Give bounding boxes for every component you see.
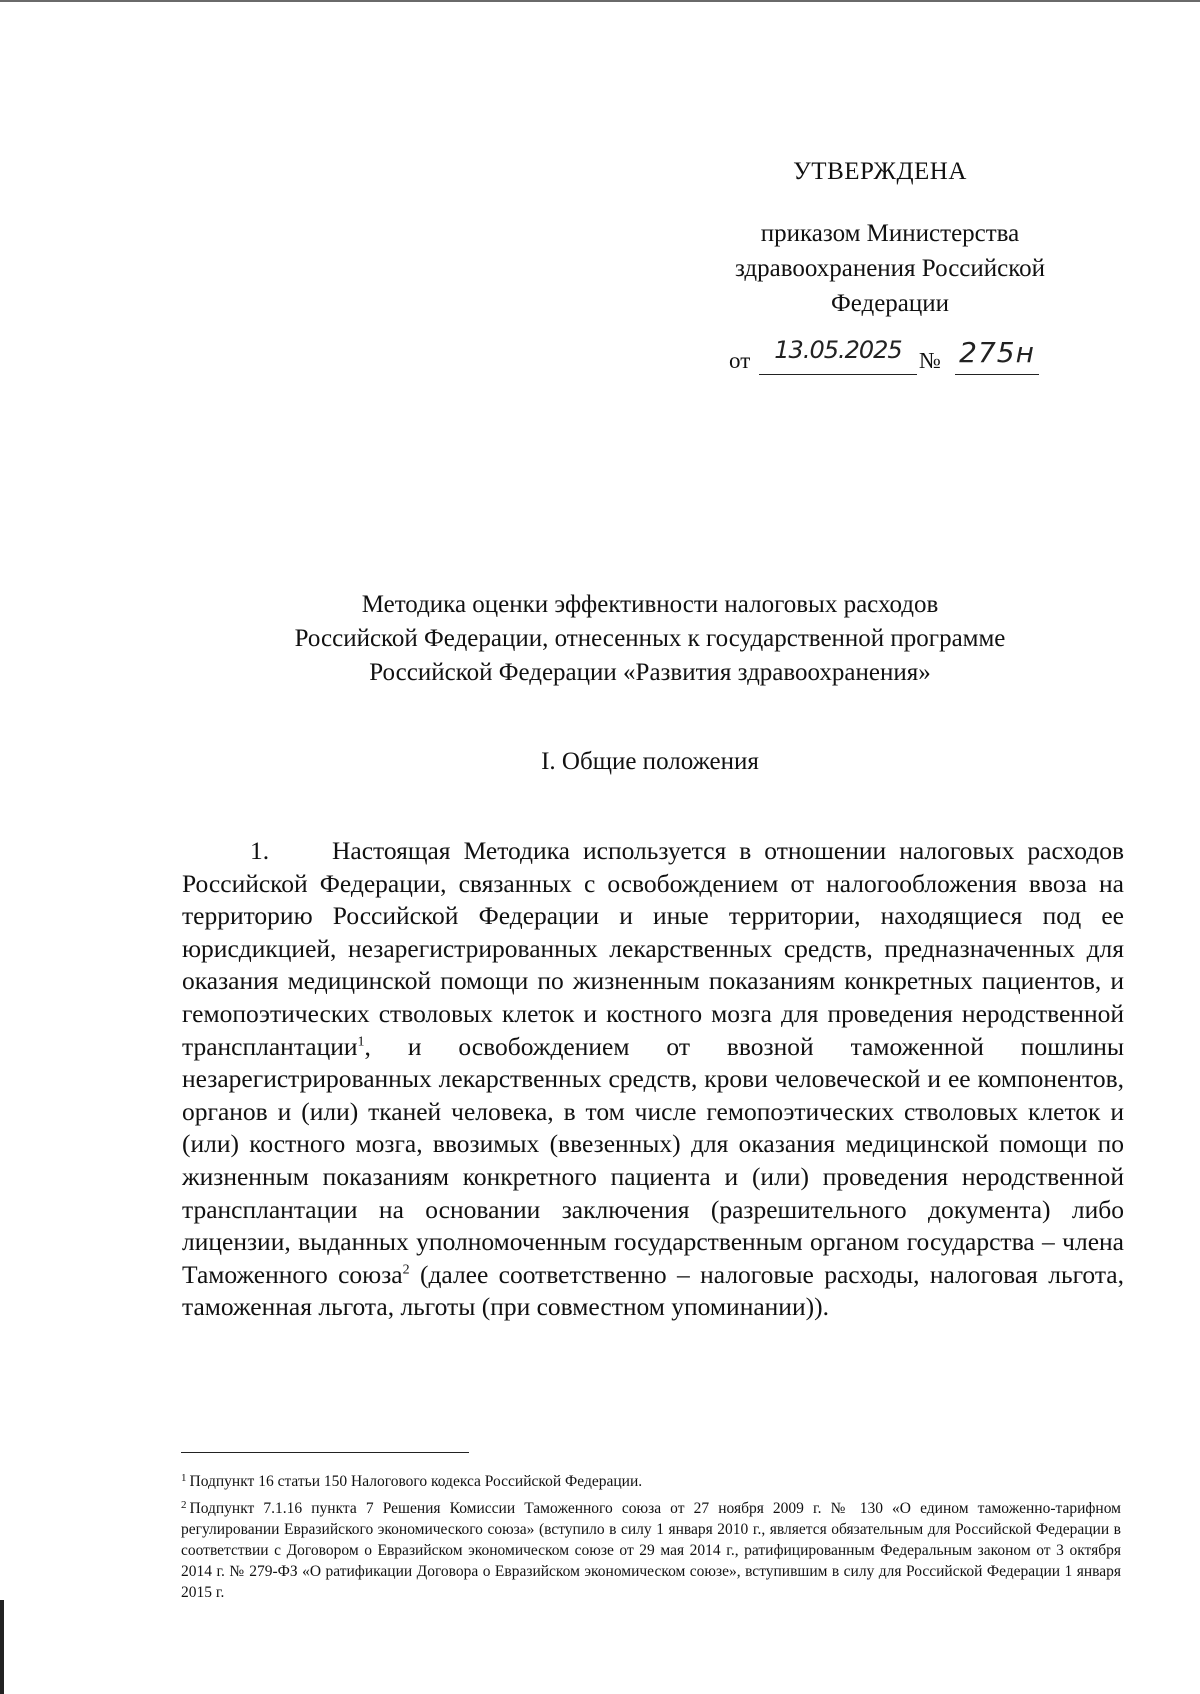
scan-edge-top [0, 0, 1200, 2]
footnotes [181, 1468, 1121, 1603]
paragraph-text-b: , и освобождением от ввозной таможенной пошлины незарегистрированных лекарственных средств, крови человеческой и ее компонентов, органов и (или) тканей человека, в том числе гемопоэтических стволовых клеток и (или) костного мозга, ввозимых (ввезенных) для оказания медицинской помощи по жизненным показаниям конкретного пациента и (или) проведения неродственной трансплантации на основании заключения (разрешительного документа) либо лицензии, выданных уполномоченным государственным органом государства – члена Таможенного союза [182, 1031, 1124, 1289]
footnote-ref-2: 2 [402, 1262, 410, 1278]
footnote-ref-1: 1 [357, 1034, 365, 1050]
approval-title: УТВЕРЖДЕНА [793, 158, 967, 185]
document-title-line-3: Российской Федерации «Развития здравоохранения» [369, 659, 931, 686]
paragraph-1 [182, 835, 1124, 1324]
footnote-separator [181, 1452, 469, 1453]
order-number-label: № [919, 348, 941, 373]
paragraph-text-a: Настоящая Методика используется в отношении налоговых расходов Российской Федерации, связанных с освобождением от налогообложения ввоза на территорию Российской Федерации и иные территории, находящиеся под ее юрисдикцией, незарегистрированных лекарственных средств, предназначенных для оказания медицинской помощи по жизненным показаниям конкретных пациентов, и гемопоэтических стволовых клеток и костного мозга для проведения неродственной трансплантации [182, 836, 1124, 1061]
footnote-2-text: Подпункт 7.1.16 пункта 7 Решения Комиссии Таможенного союза от 27 ноября 2009 г. № 130 «О едином таможенно-тарифном регулировании Евразийского экономического союза» (вступило в силу 1 января 2010 г., является обязательным для Российской Федерации в соответствии с Договором о Евразийском экономическом союзе от 29 мая 2014 г., ратифицированным Федеральным законом от 3 октября 2014 г. № 279-ФЗ «О ратификации Договора о Евразийском экономическом союзе», вступившим в силу для Российской Федерации 1 января 2015 г. [181, 1500, 1121, 1601]
approval-body [680, 216, 1100, 321]
order-number-handwritten: 275н [955, 336, 1039, 375]
footnote-1 [181, 1468, 1121, 1492]
document-title-line-1: Методика оценки эффективности налоговых расходов [361, 591, 939, 618]
approval-line-1: приказом Министерства [760, 220, 1020, 247]
footnote-1-text: Подпункт 16 статьи 150 Налогового кодекса Российской Федерации. [189, 1473, 643, 1490]
order-line [729, 336, 1039, 376]
footnote-1-mark: 1 [181, 1472, 187, 1484]
section-heading: I. Общие положения [541, 748, 759, 775]
document-title-line-2: Российской Федерации, отнесенных к государственной программе [294, 625, 1006, 652]
document-title [180, 588, 1120, 690]
order-date-handwritten: 13.05.2025 [759, 336, 917, 375]
approval-line-2: здравоохранения Российской [734, 255, 1046, 282]
footnote-2-mark: 2 [181, 1499, 187, 1511]
scan-edge-left [0, 1600, 4, 1694]
paragraph-text-c: (далее соответственно – налоговые расходы, налоговая льгота, таможенная льгота, льготы (при совместном упоминании)). [182, 1259, 1124, 1322]
footnote-2 [181, 1495, 1121, 1603]
paragraph-number: 1. [250, 836, 270, 865]
order-prefix: от [729, 348, 751, 373]
approval-line-3: Федерации [830, 290, 950, 317]
